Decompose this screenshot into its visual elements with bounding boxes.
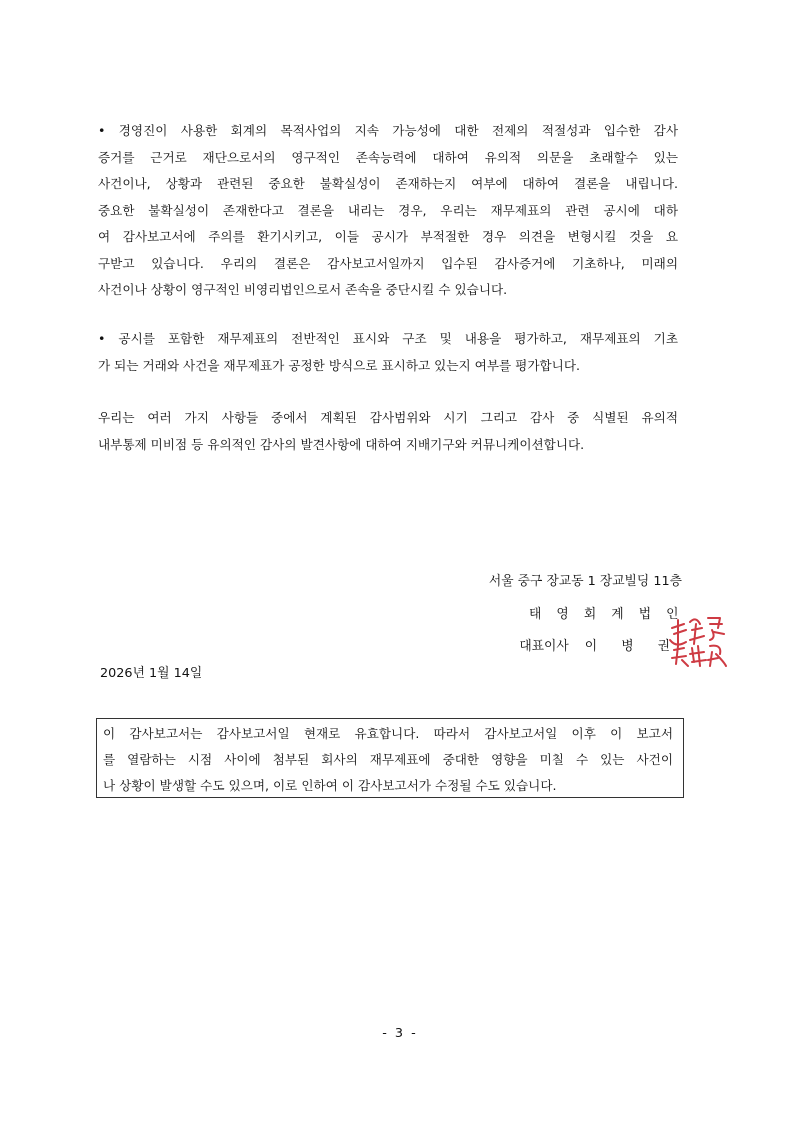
firm-name: 태 영 회 계 법 인 [528, 607, 684, 622]
paragraph-line: 사건이나 상황이 영구적인 비영리법인으로서 존속을 중단시킬 수 있습니다. [98, 282, 508, 297]
paragraph-communication [98, 405, 678, 458]
ceo-name: 이 병 권 [584, 639, 680, 654]
notice-line: 를 열람하는 시점 사이에 첨부된 회사의 재무제표에 중대한 영향을 미칠 수 있는 사건이 [103, 752, 673, 767]
paragraph-line: 증거를 근거로 재단으로서의 영구적인 존속능력에 대하여 유의적 의문을 초래할수 있는 [98, 149, 678, 165]
page-number: - 3 - [382, 1026, 418, 1041]
validity-notice-box [96, 718, 684, 798]
firm-address: 서울 중구 장교동 1 장교빌딩 11층 [488, 574, 682, 589]
paragraph-going-concern [98, 118, 678, 304]
ceo-title: 대표이사 [519, 639, 569, 654]
paragraph-line: 여 감사보고서에 주의를 환기시키고, 이들 공시가 부적절한 경우 의견을 변형시킬 것을 요 [98, 229, 678, 244]
firm-seal-stamp [666, 610, 730, 670]
ceo-line [519, 635, 680, 654]
paragraph-line: 우리는 여러 가지 사항들 중에서 계획된 감사범위와 시기 그리고 감사 중 식별된 유의적 [98, 410, 678, 425]
paragraph-line: 구받고 있습니다. 우리의 결론은 감사보고서일까지 입수된 감사증거에 기초하나, 미래의 [98, 255, 678, 271]
report-date: 2026년 1월 14일 [100, 666, 203, 681]
paragraph-line: 사건이나, 상황과 관련된 중요한 불확실성이 존재하는지 여부에 대하여 결론을 내립니다. [98, 176, 678, 191]
paragraph-presentation [98, 326, 678, 379]
notice-line: 나 상황이 발생할 수도 있으며, 이로 인하여 이 감사보고서가 수정될 수도 있습니다. [103, 778, 557, 793]
paragraph-line: • 공시를 포함한 재무제표의 전반적인 표시와 구조 및 내용을 평가하고, 재무제표의 기초 [98, 331, 678, 346]
notice-line: 이 감사보고서는 감사보고서일 현재로 유효합니다. 따라서 감사보고서일 이후 이 보고서 [103, 726, 673, 741]
paragraph-line: 중요한 불확실성이 존재한다고 결론을 내리는 경우, 우리는 재무제표의 관련 공시에 대하 [98, 202, 678, 218]
paragraph-line: 가 되는 거래와 사건을 재무제표가 공정한 방식으로 표시하고 있는지 여부를 평가합니다. [98, 357, 580, 373]
paragraph-line: 내부통제 미비점 등 유의적인 감사의 발견사항에 대하여 지배기구와 커뮤니케이션합니다. [98, 436, 585, 452]
paragraph-line: • 경영진이 사용한 회계의 목적사업의 지속 가능성에 대한 전제의 적절성과 입수한 감사 [98, 123, 678, 138]
